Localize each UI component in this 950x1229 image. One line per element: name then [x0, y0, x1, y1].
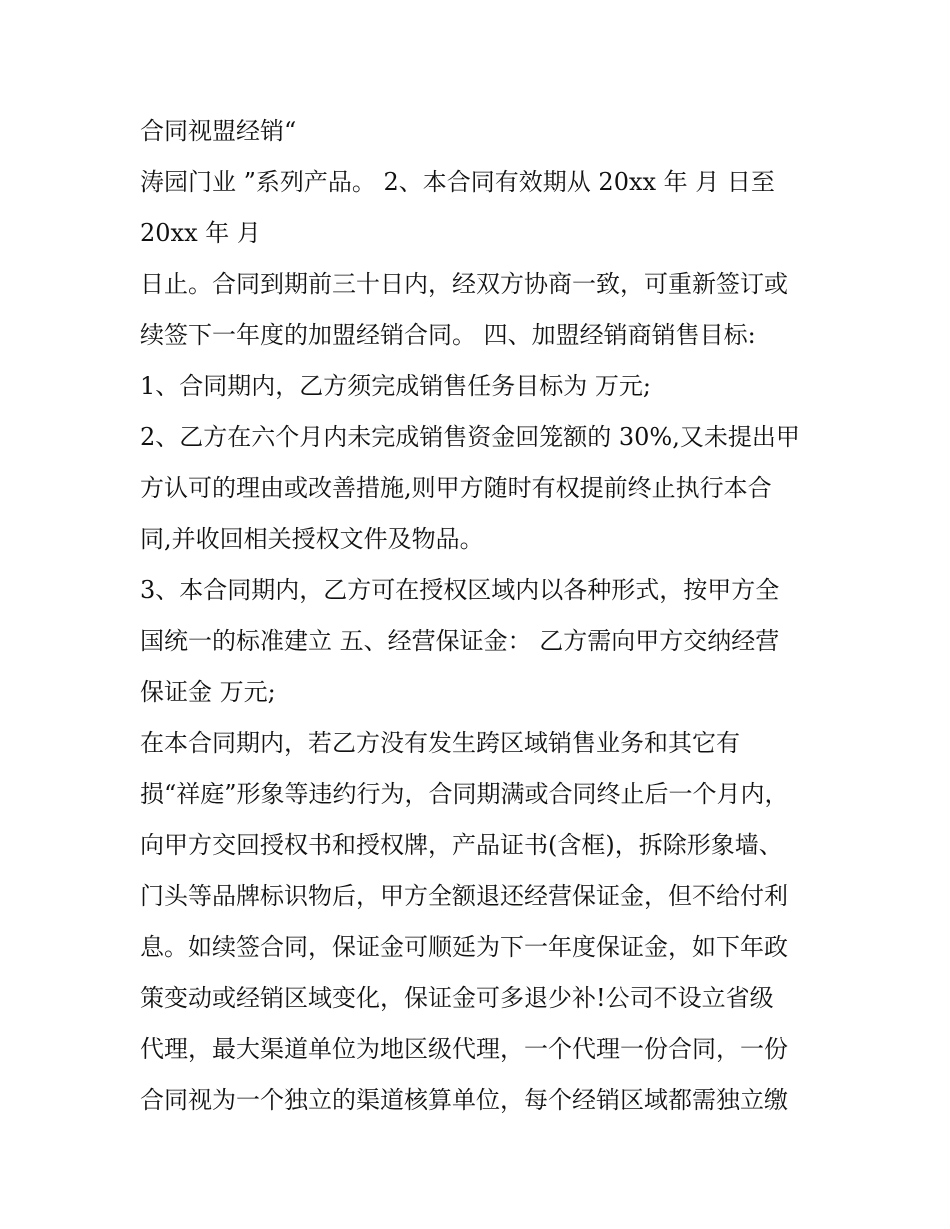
text-line-7: 2、乙方在六个月内未完成销售资金回笼额的 30%,又未提出甲 — [140, 423, 800, 451]
text-line-10: 3、本合同期内，乙方可在授权区域内以各种形式，按甲方全 — [140, 576, 780, 604]
text-line-16: 门头等品牌标识物后，甲方全额退还经营保证金，但不给付利 — [140, 882, 788, 910]
text-line-11: 国统一的标准建立 五、经营保证金： 乙方需向甲方交纳经营 — [140, 627, 780, 655]
text-line-18: 策变动或经销区域变化，保证金可多退少补!公司不设立省级 — [140, 984, 774, 1012]
text-line-14: 损“祥庭”形象等违约行为，合同期满或合同终止后一个月内， — [140, 780, 789, 808]
text-line-15: 向甲方交回授权书和授权牌，产品证书(含框)，拆除形象墙、 — [140, 831, 783, 859]
text-line-8: 方认可的理由或改善措施,则甲方随时有权提前终止执行本合 — [140, 474, 772, 502]
text-line-13: 在本合同期内，若乙方没有发生跨区域销售业务和其它有 — [140, 729, 740, 757]
text-line-1: 合同视盟经销“ — [140, 117, 297, 145]
text-line-9: 同,并收回相关授权文件及物品。 — [140, 525, 484, 553]
text-line-17: 息。如续签合同，保证金可顺延为下一年度保证金，如下年政 — [140, 933, 788, 961]
document-body — [140, 106, 830, 1126]
text-line-19: 代理，最大渠道单位为地区级代理，一个代理一份合同，一份 — [140, 1035, 788, 1063]
text-line-4: 日止。合同到期前三十日内，经双方协商一致，可重新签订或 — [140, 270, 788, 298]
text-line-5: 续签下一年度的加盟经销合同。 四、加盟经销商销售目标: — [140, 321, 756, 349]
text-line-3: 20xx 年 月 — [140, 219, 261, 247]
text-line-2: 涛园门业 ”系列产品。 2、本合同有效期从 20xx 年 月 日至 — [140, 168, 775, 196]
text-line-20: 合同视为一个独立的渠道核算单位，每个经销区域都需独立缴 — [140, 1086, 788, 1114]
text-line-12: 保证金 万元; — [140, 678, 276, 706]
text-line-6: 1、合同期内，乙方须完成销售任务目标为 万元; — [140, 372, 651, 400]
